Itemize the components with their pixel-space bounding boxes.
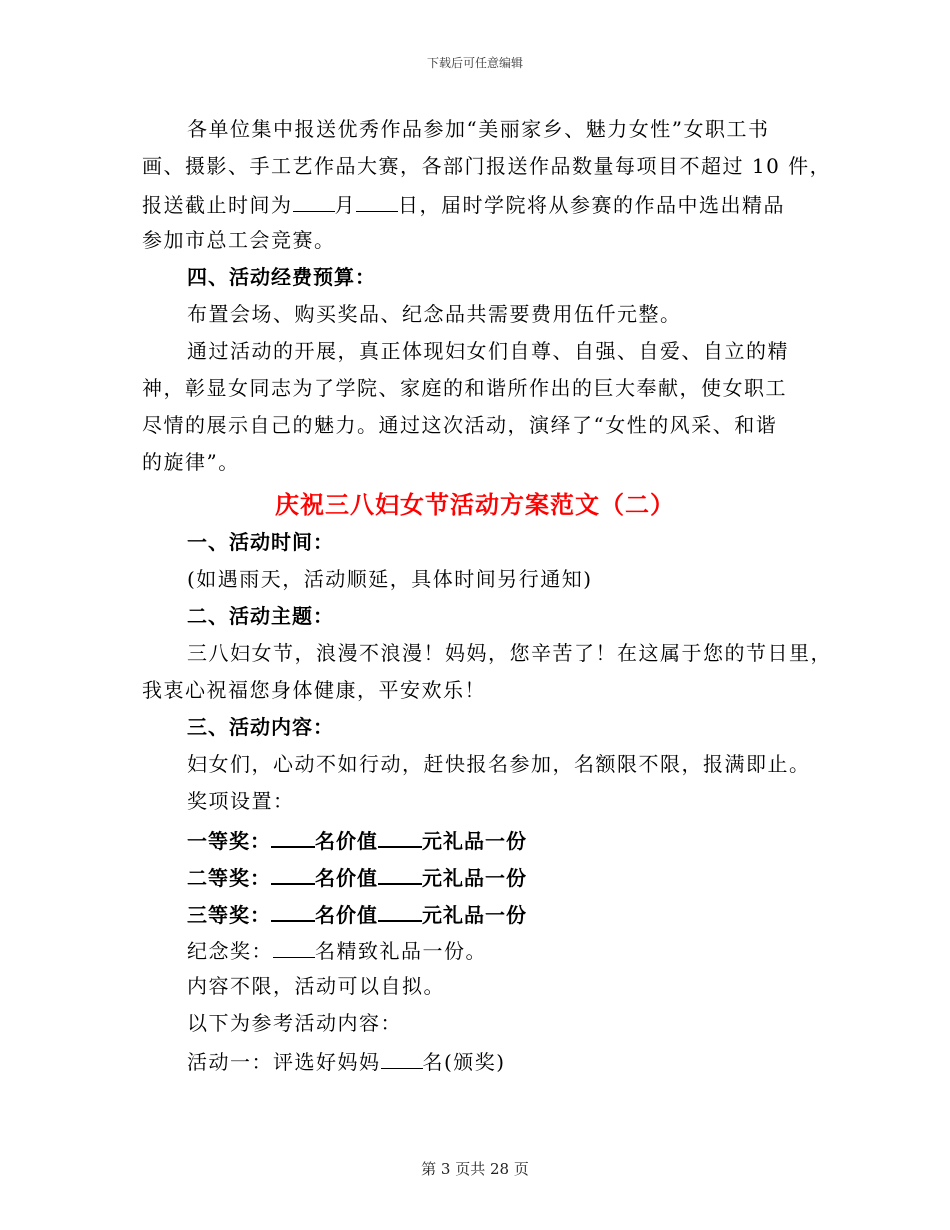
award-first-mid: 名价值 (315, 829, 378, 853)
award-first-end: 元礼品一份 (422, 829, 527, 853)
blank-first-count (271, 826, 315, 848)
blank-second-count (271, 863, 315, 885)
rest-line3-a: 活动一：评选好妈妈 (187, 1050, 381, 1074)
blank-day (356, 191, 398, 212)
award-third (187, 900, 527, 927)
para2-line3: 尽情的展示自己的魅力。通过这次活动，演绎了“女性的风采、和谐 (142, 413, 778, 437)
award-second (187, 863, 527, 890)
para1-line3-c: 日，届时学院将从参赛的作品中选出精品 (398, 193, 785, 217)
blank-memorial-count (273, 937, 315, 958)
s3-line2: 奖项设置： (187, 789, 295, 813)
para1-line3-b: 月 (334, 193, 356, 217)
blank-month (293, 191, 335, 212)
s2-line1: 三八妇女节，浪漫不浪漫！妈妈，您辛苦了！在这属于您的节日里， (187, 641, 832, 665)
para2-line2: 神，彰显女同志为了学院、家庭的和谐所作出的巨大奉献，使女职工 (142, 376, 787, 400)
rest-line2: 以下为参考活动内容： (187, 1011, 402, 1035)
blank-third-value (378, 900, 422, 922)
award-third-end: 元礼品一份 (422, 903, 527, 927)
award-memorial (187, 937, 487, 963)
page-footer: 第 3 页共 28 页 (421, 1160, 529, 1178)
s2-line2: 我衷心祝福您身体健康，平安欢乐！ (142, 678, 486, 702)
award-first (187, 826, 527, 853)
award-memorial-label: 纪念奖： (187, 939, 273, 963)
s1-heading: 一、活动时间： (187, 530, 334, 554)
award-memorial-text: 名精致礼品一份。 (315, 939, 487, 963)
blank-good-mother-count (381, 1048, 423, 1069)
para2-line4: 的旋律”。 (142, 450, 240, 474)
s2-heading: 二、活动主题： (187, 604, 334, 628)
section4-text: 布置会场、购买奖品、纪念品共需要费用伍仟元整。 (187, 302, 682, 326)
rest-line3-b: 名(颁奖) (422, 1050, 506, 1074)
para1-line3 (142, 191, 785, 217)
para1-line1: 各单位集中报送优秀作品参加“美丽家乡、魅力女性”女职工书 (187, 117, 770, 141)
blank-second-value (378, 863, 422, 885)
s3-line1: 妇女们，心动不如行动，赶快报名参加，名额限不限，报满即止。 (187, 752, 811, 776)
document-title: 庆祝三八妇女节活动方案范文（二） (275, 490, 675, 519)
page-header: 下载后可任意编辑 (426, 56, 523, 70)
award-first-label: 一等奖： (187, 829, 271, 853)
award-third-label: 三等奖： (187, 903, 271, 927)
para1-line2: 画、摄影、手工艺作品大赛，各部门报送作品数量每项目不超过 10 件， (142, 154, 832, 178)
award-second-mid: 名价值 (315, 866, 378, 890)
award-second-end: 元礼品一份 (422, 866, 527, 890)
section4-heading: 四、活动经费预算： (187, 265, 376, 289)
rest-line3 (187, 1048, 506, 1074)
award-third-mid: 名价值 (315, 903, 378, 927)
rest-line1: 内容不限，活动可以自拟。 (187, 974, 445, 998)
blank-first-value (378, 826, 422, 848)
s3-heading: 三、活动内容： (187, 715, 334, 739)
award-second-label: 二等奖： (187, 866, 271, 890)
blank-third-count (271, 900, 315, 922)
s1-text: (如遇雨天，活动顺延，具体时间另行通知) (187, 567, 593, 591)
para1-line4: 参加市总工会竞赛。 (142, 228, 336, 252)
para1-line3-a: 报送截止时间为 (142, 193, 293, 217)
para2-line1: 通过活动的开展，真正体现妇女们自尊、自强、自爱、自立的精 (187, 339, 789, 363)
